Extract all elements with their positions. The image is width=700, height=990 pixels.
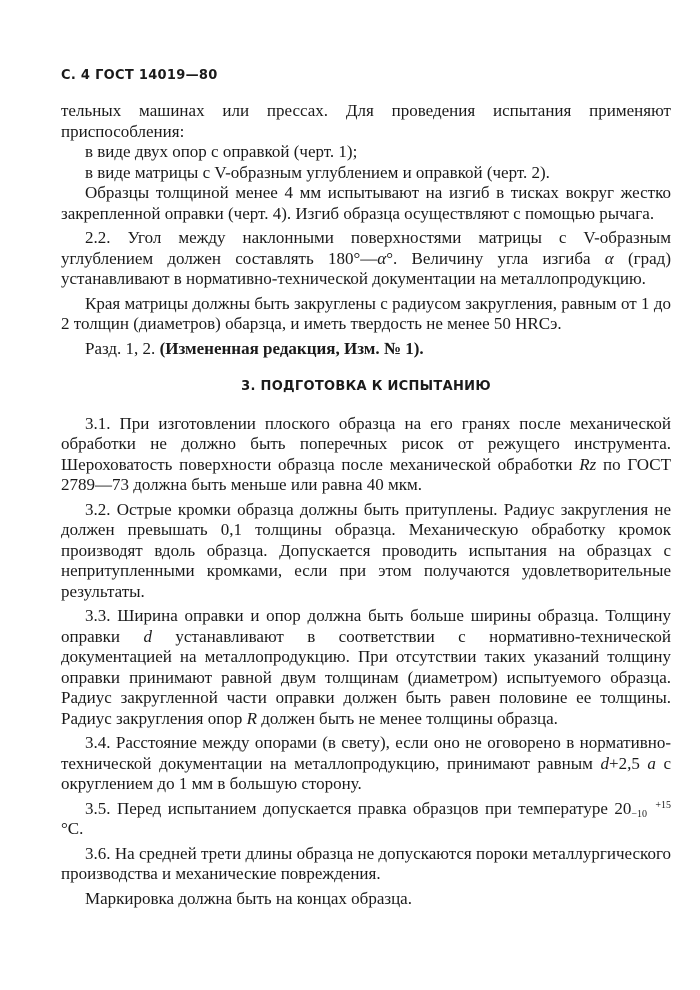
paragraph-3-6: 3.6. На средней трети длины образца не допускаются пороки металлургического производства и механические повреждения. <box>61 843 671 883</box>
paragraph-edges: Края матрицы должны быть закруглены с радиусом закругления, равным от 1 до 2 толщин (диаметров) обарзца, и иметь твердость не менее 50 HRCэ. <box>61 293 671 333</box>
paragraph-2-2 <box>61 228 671 290</box>
paragraph-3-2: 3.2. Острые кромки образца должны быть притуплены. Радиус закругления не должен превышать 0,1 толщины образца. Механическую обработку кромок производят вдоль образца. Допускается проводить испытания на образцах с непритупленными кромками, если при этом получаются удовлетворительные результаты. <box>61 499 671 601</box>
p3-4-part-b: +2,5 <box>608 753 648 773</box>
revision-note: (Измененная редакция, Изм. № 1). <box>159 338 424 358</box>
page-header: С. 4 ГОСТ 14019—80 <box>61 68 218 83</box>
d-symbol: d <box>143 626 152 646</box>
p2-2-part-a: 2.2. Угол между наклонными поверхностями матрицы с V-образным углублением должен составлять 180°— <box>61 228 671 268</box>
list-item-matrix: в виде матрицы с V-образным углублением и оправкой (черт. 2). <box>85 162 550 182</box>
paragraph-revision <box>61 339 671 360</box>
list-item-supports: в виде двух опор с оправкой (черт. 1); <box>85 142 358 161</box>
paragraph-thin-samples: Образцы толщиной менее 4 мм испытывают на изгиб в тисках вокруг жестко закрепленной оправки (черт. 4). Изгиб образца осуществляют с помощью рычага. <box>61 183 671 223</box>
p3-1-part-a: 3.1. При изготовлении плоского образца на его гранях после механической обработки не должно быть поперечных рисок от режущего инструмента. Шероховатость поверхности образца после механической обработки <box>61 413 671 474</box>
p2-2-part-b: °. Величину угла изгиба <box>386 248 605 268</box>
paragraph-3-5 <box>61 799 671 840</box>
a-symbol: a <box>647 753 656 773</box>
p3-4-part-a: 3.4. Расстояние между опорами (в свету), если оно не оговорено в нормативно-технической документации на металлопродукцию, принимают равным <box>61 733 671 773</box>
p2-2-part-c: (град) устанавливают в нормативно-технической документации на металлопродукцию. <box>61 248 671 288</box>
body-text <box>61 101 671 909</box>
revision-ref: Разд. 1, 2. <box>85 338 160 358</box>
alpha-symbol: α <box>377 248 387 268</box>
d-symbol-2: d <box>600 753 609 773</box>
paragraph-3-3 <box>61 606 671 729</box>
p3-4-part-c: с округлением до 1 мм в большую сторону. <box>61 753 672 793</box>
tolerance-minus: −10 <box>631 808 647 820</box>
intro-line: тельных машинах или прессах. Для проведения испытания применяют приспособления: <box>61 101 671 141</box>
p3-3-part-b: устанавливают в соответствии с нормативно-технической документацией на металлопродукцию. При отсутствии таких указаний толщину оправки принимают равной двум толщинам (диаметром) испытуемого образца. Радиус закругленной части оправки должен быть равен половине ее толщины. Радиус закругления опор <box>61 626 671 728</box>
p3-5-part-b: °С. <box>61 819 84 838</box>
paragraph-3-4 <box>61 733 671 795</box>
temperature-tolerance <box>631 801 671 819</box>
rz-symbol: Rz <box>579 454 597 474</box>
alpha-symbol-2: α <box>604 248 614 268</box>
paragraph-3-1 <box>61 414 671 496</box>
section-3-title: 3. ПОДГОТОВКА К ИСПЫТАНИЮ <box>241 379 491 394</box>
p3-3-part-c: должен быть не менее толщины образца. <box>256 708 558 728</box>
p3-3-part-a: 3.3. Ширина оправки и опор должна быть больше ширины образца. Толщину оправки <box>61 606 671 646</box>
document-page <box>61 68 671 913</box>
tolerance-plus: +15 <box>655 799 671 811</box>
paragraph-marking: Маркировка должна быть на концах образца. <box>85 888 412 908</box>
p3-1-part-b: по ГОСТ 2789—73 должна быть меньше или равна 40 мкм. <box>61 454 671 494</box>
p3-5-part-a: 3.5. Перед испытанием допускается правка образцов при температуре 20 <box>85 798 632 818</box>
r-symbol: R <box>246 708 257 728</box>
